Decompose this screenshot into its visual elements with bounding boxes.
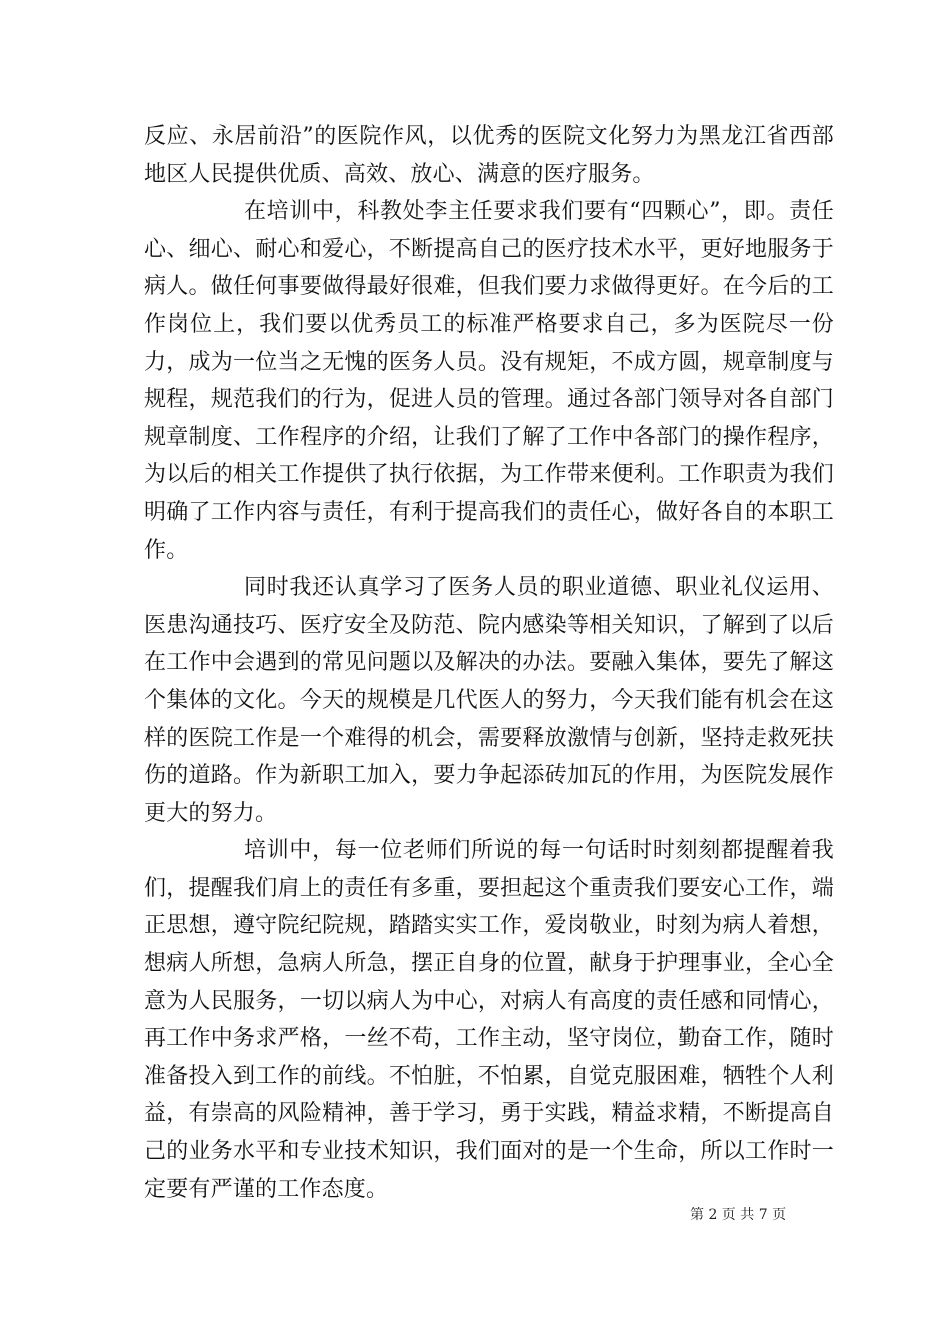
paragraph-teachers-reminders: 培训中，每一位老师们所说的每一句话时时刻刻都提醒着我们，提醒我们肩上的责任有多重，要担起这个重责我们要安心工作，端正思想，遵守院纪院规，踏踏实实工作，爱岗敬业，时刻为病人着想，想病人所想，急病人所急，摆正自身的位置，献身于护理事业，全心全意为人民服务，一切以病人为中心，对病人有高度的责任感和同情心，再工作中务求严格，一丝不苟，工作主动，坚守岗位，勤奋工作，随时准备投入到工作的前线。不怕脏，不怕累，自觉克服困难，牺牲个人利益，有崇高的风险精神，善于学习，勇于实践，精益求精，不断提高自己的业务水平和专业技术知识，我们面对的是一个生命，所以工作时一定要有严谨的工作态度。: [144, 838, 834, 1202]
paragraph-continuation: 反应、永居前沿”的医院作风，以优秀的医院文化努力为黑龙江省西部地区人民提供优质、高效、放心、满意的医疗服务。: [144, 124, 834, 187]
paragraph-professional-learning: 同时我还认真学习了医务人员的职业道德、职业礼仪运用、医患沟通技巧、医疗安全及防范、院内感染等相关知识，了解到了以后在工作中会遇到的常见问题以及解决的办法。要融入集体，要先了解这个集体的文化。今天的规模是几代医人的努力，今天我们能有机会在这样的医院工作是一个难得的机会，需要释放激情与创新，坚持走救死扶伤的道路。作为新职工加入，要力争起添砖加瓦的作用，为医院发展作更大的努力。: [144, 575, 834, 826]
document-body: [144, 118, 834, 1208]
paragraph-training-four-hearts: 在培训中，科教处李主任要求我们要有“四颗心”，即。责任心、细心、耐心和爱心，不断提高自己的医疗技术水平，更好地服务于病人。做任何事要做得最好很难，但我们要力求做得更好。在今后的工作岗位上，我们要以优秀员工的标准严格要求自己，多为医院尽一份力，成为一位当之无愧的医务人员。没有规矩，不成方圆，规章制度与规程，规范我们的行为，促进人员的管理。通过各部门领导对各自部门规章制度、工作程序的介绍，让我们了解了工作中各部门的操作程序，为以后的相关工作提供了执行依据，为工作带来便利。工作职责为我们明确了工作内容与责任，有利于提高我们的责任心，做好各自的本职工作。: [144, 199, 834, 563]
page-number-footer: 第 2 页 共 7 页: [690, 1207, 787, 1223]
